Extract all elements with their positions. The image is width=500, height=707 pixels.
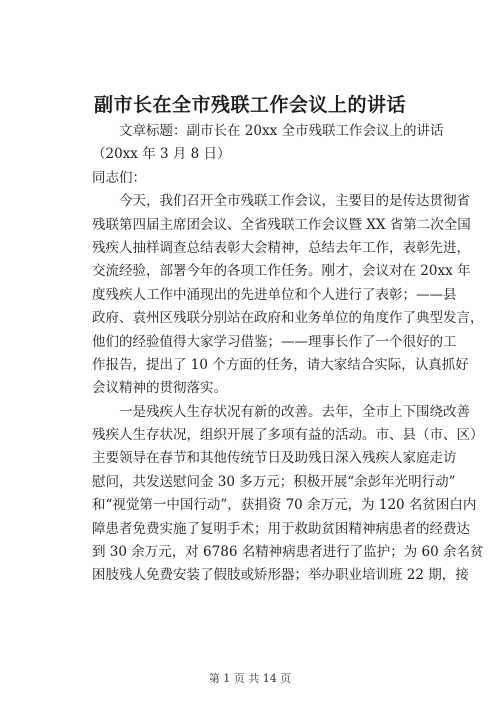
document-body	[92, 120, 484, 588]
date-line: （20xx 年 3 月 8 日）	[92, 146, 231, 163]
paragraph-1	[92, 190, 484, 401]
paragraph-line: 和“视觉第一中国行动”，获捐资 70 余万元，为 120 名贫困白内	[92, 497, 477, 514]
paragraph-line: 度残疾人工作中涌现出的先进单位和个人进行了表彰；——县	[92, 286, 457, 303]
paragraph-line: 障患者免费实施了复明手术；用于救助贫困精神病患者的经费达	[92, 520, 470, 537]
paragraph-line: 交流经验，部署今年的各项工作任务。刚才，会议对在 20xx 年	[92, 263, 471, 280]
paragraph-line: 今天，我们召开全市残联工作会议，主要目的是传达贯彻省	[119, 193, 470, 210]
paragraph-line: 残联第四届主席团会议、全省残联工作会议暨 XX 省第二次全国	[92, 216, 471, 233]
page-footer: 第 1 页 共 14 页	[208, 672, 292, 685]
paragraph-line: 主要领导在春节和其他传统节日及助残日深入残疾人家庭走访	[92, 450, 457, 467]
paragraph-line: 一是残疾人生存状况有新的改善。去年，全市上下围绕改善	[119, 403, 470, 420]
paragraph-line: 残疾人抽样调查总结表彰大会精神，总结去年工作，表彰先进，	[92, 239, 470, 256]
paragraph-line: 作报告，提出了 10 个方面的任务，请大家结合实际，认真抓好	[92, 356, 469, 373]
document-title: 副市长在全市残联工作会议上的讲话	[93, 94, 406, 116]
paragraph-line: 困肢残人免费安装了假肢或矫形器；举办职业培训班 22 期，接	[92, 567, 469, 584]
paragraph-line: 会议精神的贯彻落实。	[92, 380, 227, 397]
paragraph-line: 慰问，共发送慰问金 30 多万元；积极开展“余彭年光明行动”	[92, 473, 456, 490]
paragraph-2	[92, 401, 484, 588]
salutation: 同志们：	[92, 169, 146, 186]
meta-line: 文章标题：副市长在 20xx 全市残联工作会议上的讲话	[119, 123, 444, 139]
paragraph-line: 残疾人生存状况，组织开展了多项有益的活动。市、县（市、区）	[92, 427, 484, 444]
paragraph-line: 他们的经验值得大家学习借鉴；——理事长作了一个很好的工	[92, 333, 457, 350]
paragraph-line: 到 30 余万元，对 6786 名精神病患者进行了监护；为 60 余名贫	[92, 544, 484, 561]
paragraph-line: 政府、袁州区残联分别站在政府和业务单位的角度作了典型发言，	[92, 310, 484, 327]
